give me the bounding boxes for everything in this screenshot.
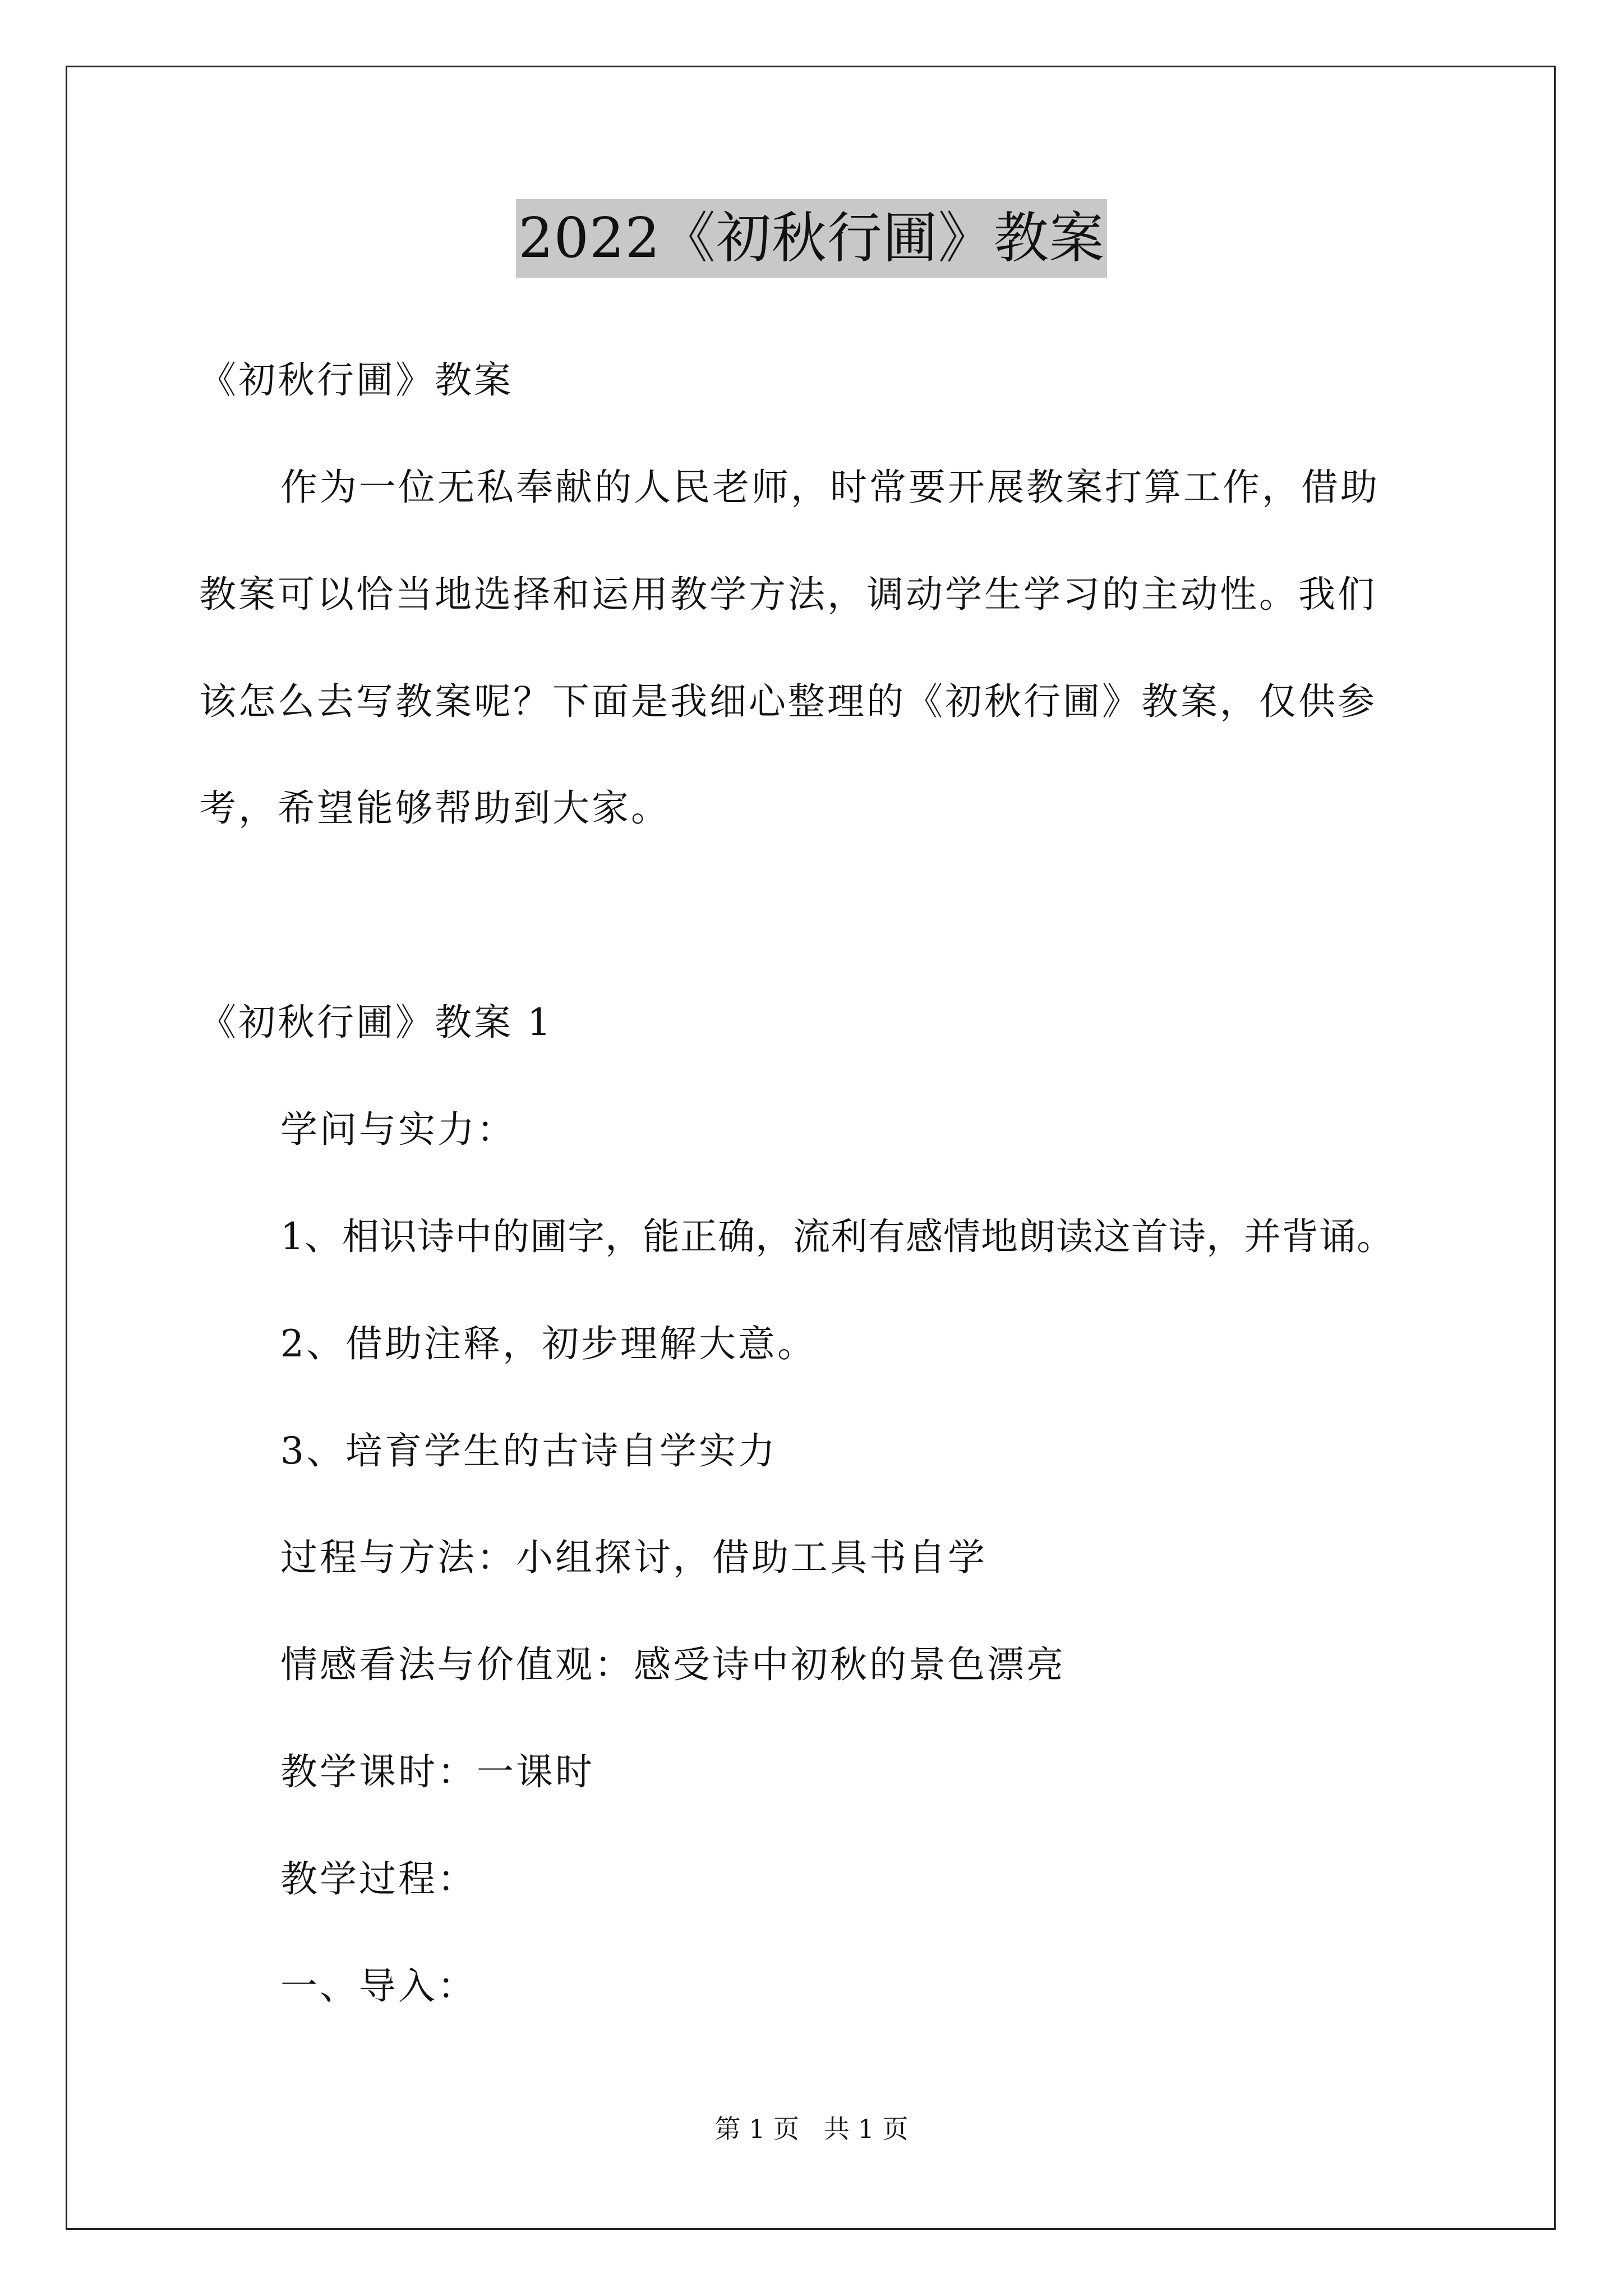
body-line-9: 一、导入： [280, 1964, 477, 2008]
document-subtitle: 《初秋行圃》教案 [199, 358, 513, 402]
body-line-5: 过程与方法：小组探讨，借助工具书自学 [280, 1536, 987, 1579]
document-title: 2022《初秋行圃》教案 [516, 199, 1106, 278]
intro-line-4: 考，希望能够帮助到大家。 [199, 786, 670, 830]
page-footer: 第 1 页 共 1 页 [714, 2114, 909, 2144]
body-line-3: 2、借助注释，初步理解大意。 [280, 1322, 817, 1365]
body-line-4: 3、培育学生的古诗自学实力 [280, 1429, 777, 1473]
body-line-6: 情感看法与价值观：感受诗中初秋的景色漂亮 [280, 1643, 1066, 1686]
document-title-wrapper [0, 199, 1623, 278]
intro-line-2: 教案可以恰当地选择和运用教学方法，调动学生学习的主动性。我们 [199, 573, 1377, 616]
body-line-8: 教学过程： [280, 1857, 477, 1901]
body-line-1: 学问与实力： [280, 1108, 516, 1151]
intro-line-1: 作为一位无私奉献的人民老师，时常要开展教案打算工作，借助 [280, 466, 1380, 509]
body-line-7: 教学课时：一课时 [280, 1750, 594, 1793]
intro-line-3: 该怎么去写教案呢？下面是我细心整理的《初秋行圃》教案，仅供参 [199, 680, 1377, 723]
body-line-2: 1、相识诗中的圃字，能正确，流利有感情地朗读这首诗，并背诵。 [280, 1215, 1394, 1258]
section-heading: 《初秋行圃》教案 1 [199, 1001, 553, 1044]
